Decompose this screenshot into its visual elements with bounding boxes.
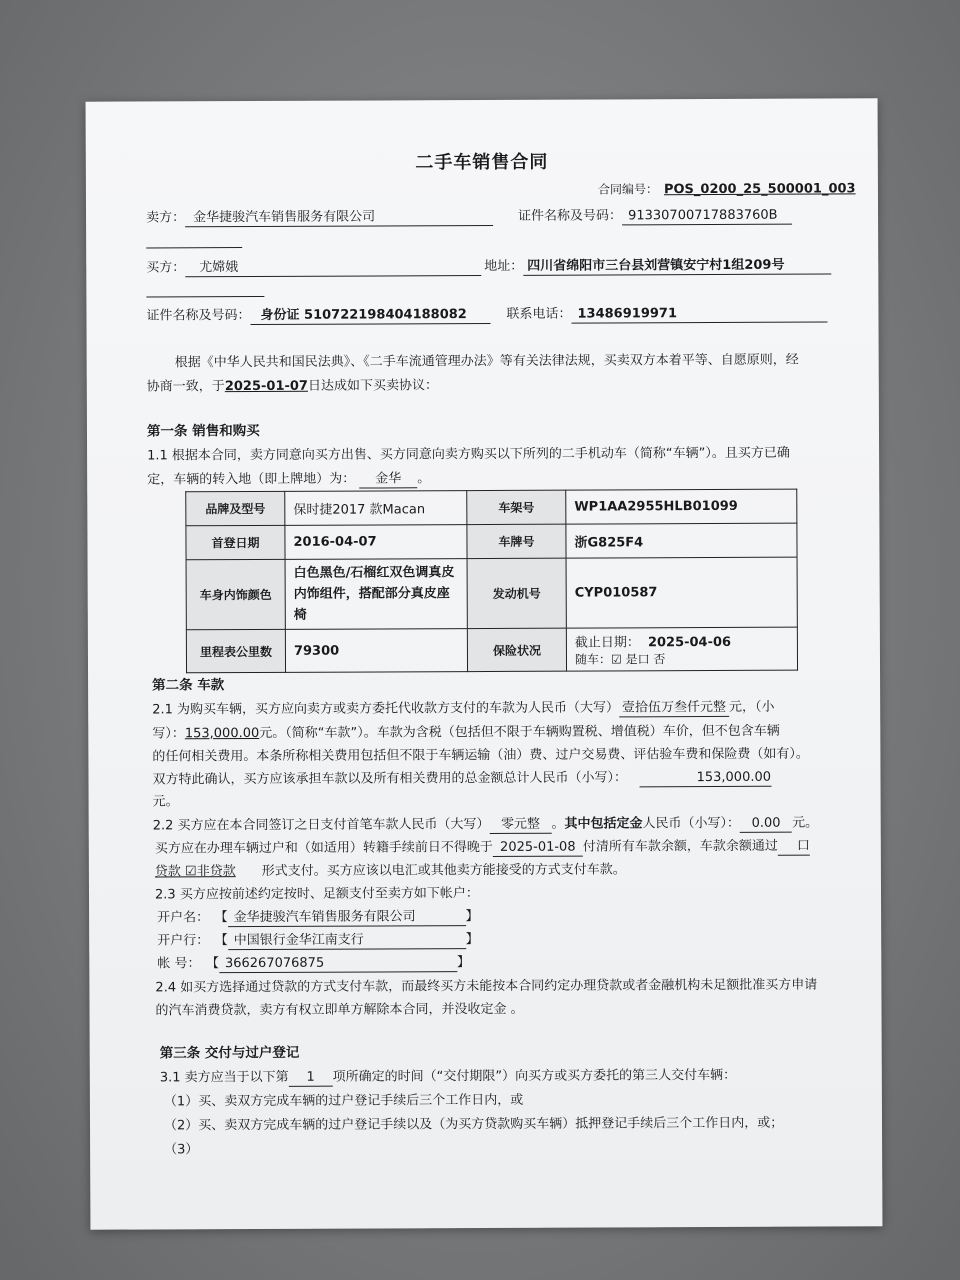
bracket-right: 】 bbox=[456, 955, 471, 971]
mileage-label: 里程表公里数 bbox=[186, 629, 285, 672]
insurance-with-car-label: 随车： bbox=[574, 652, 612, 667]
delivery-item-number: 1 bbox=[289, 1069, 333, 1087]
table-row bbox=[186, 523, 797, 560]
price-in-words: 壹拾伍万叁仟元整 bbox=[619, 699, 729, 717]
article-2-line-2 bbox=[152, 723, 780, 743]
balance-due-date: 2025-01-08 bbox=[493, 839, 583, 857]
buyer-id-row bbox=[146, 306, 490, 326]
vehicle-info-table bbox=[185, 489, 798, 674]
vin-value: WP1AA2955HLB01099 bbox=[566, 489, 797, 524]
color-value bbox=[285, 559, 467, 630]
seller-label: 卖方： bbox=[146, 210, 186, 226]
bracket-right: 】 bbox=[465, 932, 479, 948]
buyer-address-label: 地址： bbox=[484, 258, 524, 274]
contract-page bbox=[86, 98, 883, 1229]
article-1-p1a: 1.1 根据本合同，卖方同意向买方出售、买方同意向卖方购买以下所列的二手机动车（简称“车辆”）。且买方已确 bbox=[147, 445, 790, 464]
engine-label: 发动机号 bbox=[467, 558, 566, 628]
seller-row bbox=[146, 208, 493, 228]
seller-id-row bbox=[518, 207, 792, 226]
article-1-p1c: 。 bbox=[417, 471, 431, 487]
article-2-line-1 bbox=[152, 699, 774, 720]
first-payment: 零元整 bbox=[489, 816, 551, 834]
account-name: 金华捷骏汽车销售服务有限公司 bbox=[228, 908, 466, 927]
article-1-p1b bbox=[147, 470, 430, 489]
intro-line-2 bbox=[147, 377, 438, 395]
article-2-line-7 bbox=[155, 838, 810, 859]
article-2-line-3: 的任何相关费用。本条所称相关费用包括但不限于车辆运输（油）费、过户交易费、评估验车费和保险费（如有）。 bbox=[152, 746, 809, 765]
buyer-underline-continue bbox=[146, 296, 264, 298]
color-value-line-2: 内饰组件，搭配部分真皮座椅 bbox=[293, 586, 450, 623]
art2-l4: 双方特此确认，买方应该承担车款以及所有相关费用的总金额总计人民币（小写）： bbox=[152, 770, 628, 788]
insurance-deadline-label: 截止日期： bbox=[574, 635, 640, 651]
article-2-line-6 bbox=[153, 815, 818, 836]
article-2-line-5: 元。 bbox=[152, 794, 179, 810]
bracket-right: 】 bbox=[465, 909, 479, 925]
bank-row bbox=[157, 931, 479, 950]
account-number-row bbox=[157, 954, 470, 973]
intro-line-1: 根据《中华人民共和国民法典》、《二手车流通管理办法》等有关法律法规，买卖双方本着平等、自愿原则，经 bbox=[174, 352, 799, 371]
seller-id-label: 证件名称及号码： bbox=[518, 208, 623, 224]
contract-number bbox=[598, 180, 856, 198]
article-3-option-2: （2）买、卖双方完成车辆的过户登记手续以及（为买方贷款购买车辆）抵押登记手续后三个工作日内，或； bbox=[163, 1115, 784, 1134]
article-3-option-3: （3） bbox=[164, 1142, 199, 1158]
plate-value: 浙G825F4 bbox=[566, 523, 797, 558]
seller-id-value: 91330700717883760B bbox=[622, 207, 792, 226]
art2-l6a: 2.2 买方应在本合同签订之日支付首笔车款人民币（大写） bbox=[152, 816, 490, 834]
article-3-line-1 bbox=[160, 1067, 736, 1088]
account-name-label: 开户名： bbox=[157, 910, 210, 926]
article-2-line-10: 2.4 如买方选择通过贷款的方式支付车款，而最终买方未能按本合同约定办理贷款或者金融机构未足额批准买方申请 bbox=[155, 977, 818, 996]
intro-line-2b: 日达成如下买卖协议： bbox=[307, 378, 439, 394]
article-2-heading: 第二条 车款 bbox=[152, 677, 225, 694]
art2-l6e: 元。 bbox=[792, 815, 819, 831]
insurance-label: 保险状况 bbox=[467, 628, 566, 671]
total-amount: 153,000.00 bbox=[639, 769, 771, 788]
art2-l6b: 。 bbox=[551, 816, 565, 832]
article-1-heading: 第一条 销售和购买 bbox=[146, 422, 260, 440]
account-number: 366267076875 bbox=[219, 954, 457, 973]
art2-l1a: 2.1 为购买车辆，买方应向卖方或卖方委托代收款方支付的车款为人民币（大写） bbox=[152, 700, 620, 718]
art3-l1b: 项所确定的时间（“交付期限”）向买方或买方委托的第三人交付车辆： bbox=[332, 1067, 737, 1085]
bracket-left: 【 bbox=[221, 910, 228, 926]
seller-name: 金华捷骏汽车销售服务有限公司 bbox=[185, 208, 493, 227]
art2-l2b: 元。（简称“车款”）。车款为含税（包括但不限于车辆购置税、增值税）车价，但不包含车辆 bbox=[259, 723, 780, 741]
mileage-value: 79300 bbox=[285, 629, 467, 673]
table-row bbox=[186, 489, 797, 526]
table-row bbox=[186, 627, 797, 673]
buyer-name: 尤嫦娥 bbox=[185, 258, 481, 277]
article-2-line-4 bbox=[152, 769, 771, 790]
buyer-label: 买方： bbox=[146, 260, 186, 276]
payment-method: 贷款 ☑非贷款 bbox=[154, 864, 236, 880]
intro-date: 2025-01-07 bbox=[224, 378, 308, 395]
registration-place: 金华 bbox=[359, 470, 417, 488]
art3-l1a: 3.1 卖方应当于以下第 bbox=[159, 1069, 289, 1086]
art2-l2a: 写）： bbox=[152, 726, 185, 742]
intro-line-2a: 协商一致，于 bbox=[146, 379, 225, 395]
buyer-address-value: 四川省绵阳市三台县刘营镇安宁村1组209号 bbox=[523, 256, 831, 275]
buyer-phone-row bbox=[506, 304, 827, 323]
art2-l1b: 元，（小 bbox=[728, 699, 775, 715]
account-number-label: 帐 号： bbox=[157, 956, 201, 972]
insurance-checkbox: ☑ 是口 否 bbox=[610, 652, 666, 667]
reg-date-value: 2016-04-07 bbox=[285, 525, 467, 560]
article-2-line-9: 2.3 买方应按前述约定按时、足额支付至卖方如下帐户： bbox=[154, 886, 479, 903]
insurance-deadline: 2025-04-06 bbox=[647, 634, 732, 651]
reg-date-label: 首登日期 bbox=[186, 525, 285, 559]
article-3-option-1: （1）买、卖双方完成车辆的过户登记手续后三个工作日内，或 bbox=[163, 1092, 524, 1110]
color-value-line-1: 白色黑色/石榴红双色调真皮 bbox=[293, 565, 455, 581]
art2-l7b: 付清所有车款余额，车款余额通过 bbox=[582, 838, 778, 855]
art2-l6d: 人民币（小写）： bbox=[642, 815, 741, 832]
article-2-line-11: 的汽车消费贷款，卖方有权立即单方解除本合同，并没收定金 。 bbox=[155, 1001, 524, 1019]
table-row bbox=[186, 557, 797, 630]
article-1-p1b-text: 定，车辆的转入地（即上牌地）为： bbox=[147, 471, 356, 488]
buyer-phone-label: 联系电话： bbox=[506, 306, 572, 322]
loan-checkbox: 口 bbox=[778, 838, 810, 856]
buyer-id-value: 身份证 510722198404188082 bbox=[250, 306, 490, 325]
buyer-row bbox=[146, 258, 481, 277]
bracket-left: 【 bbox=[221, 933, 228, 949]
buyer-phone-value: 13486919971 bbox=[571, 304, 827, 323]
price-number: 153,000.00 bbox=[184, 725, 260, 742]
insurance-value bbox=[566, 627, 797, 671]
seller-underline-continue bbox=[146, 247, 242, 248]
engine-value: CYP010587 bbox=[566, 557, 797, 628]
account-name-row bbox=[157, 908, 479, 927]
article-2-line-8 bbox=[155, 861, 626, 880]
bank-label: 开户行： bbox=[157, 933, 210, 949]
brand-label: 品牌及型号 bbox=[186, 491, 285, 525]
contract-number-value: POS_0200_25_500001_003 bbox=[663, 181, 856, 198]
article-3-heading: 第三条 交付与过户登记 bbox=[159, 1044, 300, 1062]
brand-value: 保时捷2017 款Macan bbox=[285, 491, 467, 526]
page-title: 二手车销售合同 bbox=[415, 151, 549, 174]
art2-l8b: 形式支付。买方应该以电汇或其他卖方能接受的方式支付车款。 bbox=[261, 862, 626, 879]
buyer-address-row bbox=[484, 256, 831, 276]
art2-l7a: 买方应在办理车辆过户和（如适用）转籍手续前日不得晚于 bbox=[154, 839, 493, 857]
buyer-id-label: 证件名称及号码： bbox=[146, 308, 251, 324]
contract-number-label: 合同编号： bbox=[597, 182, 658, 197]
color-label: 车身内饰颜色 bbox=[186, 559, 285, 629]
vin-label: 车架号 bbox=[467, 490, 566, 524]
deposit-included: 其中包括定金 bbox=[564, 816, 643, 832]
plate-label: 车牌号 bbox=[467, 524, 566, 558]
bracket-left: 【 bbox=[212, 956, 219, 972]
deposit-amount: 0.00 bbox=[740, 815, 792, 833]
bank-name: 中国银行金华江南支行 bbox=[228, 931, 466, 950]
